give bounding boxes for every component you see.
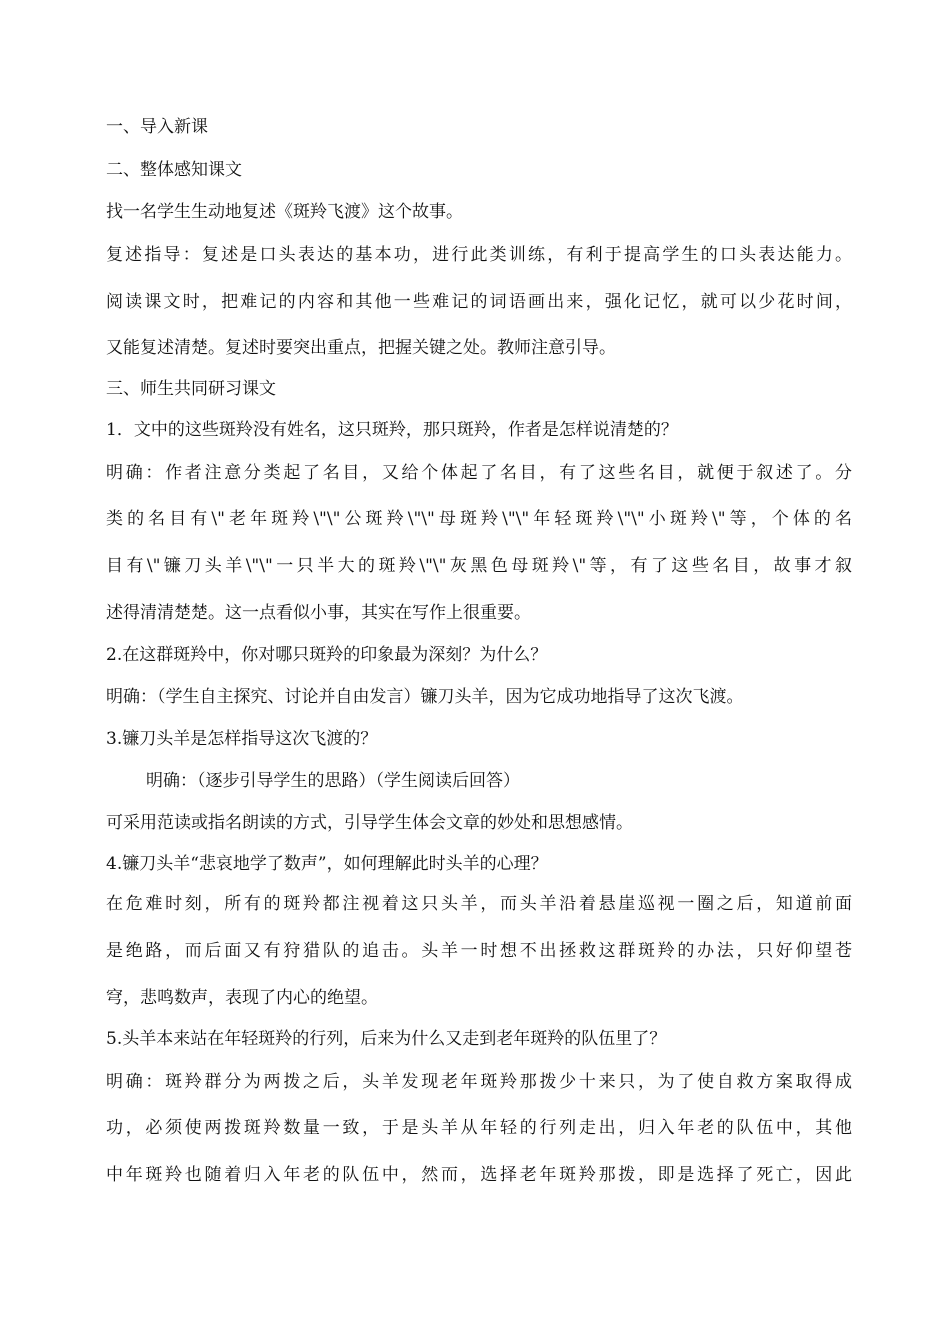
paragraph-line: 在危难时刻，所有的斑羚都注视着这只头羊，而头羊沿着悬崖巡视一圈之后，知道前面 <box>106 894 852 914</box>
paragraph-line: 复述指导：复述是口头表达的基本功，进行此类训练，有利于提高学生的口头表达能力。 <box>106 245 852 265</box>
answer-line: 目有\"镰刀头羊\"\"一只半大的斑羚\"\"灰黑色母斑羚\"等，有了这些名目，故事才叙 <box>106 556 852 576</box>
answer-line: 中年斑羚也随着归入年老的队伍中，然而，选择老年斑羚那拨，即是选择了死亡，因此 <box>106 1165 852 1185</box>
heading-study: 三、师生共同研习课文 <box>106 379 276 399</box>
question-5: 5.头羊本来站在年轻斑羚的行列，后来为什么又走到老年斑羚的队伍里了？ <box>106 1029 667 1049</box>
answer-line: 明确：（学生自主探究、讨论并自由发言）镰刀头羊，因为它成功地指导了这次飞渡。 <box>106 687 744 707</box>
paragraph-line: 找一名学生生动地复述《斑羚飞渡》这个故事。 <box>106 202 463 222</box>
answer-line: 述得清清楚楚。这一点看似小事，其实在写作上很重要。 <box>106 603 531 623</box>
question-1: 1．文中的这些斑羚没有姓名，这只斑羚，那只斑羚，作者是怎样说清楚的？ <box>106 420 678 440</box>
question-3: 3.镰刀头羊是怎样指导这次飞渡的？ <box>106 729 378 749</box>
paragraph-line: 穹，悲鸣数声，表现了内心的绝望。 <box>106 988 378 1008</box>
answer-line: 明确：（逐步引导学生的思路）（学生阅读后回答） <box>146 771 520 791</box>
answer-line: 明确：作者注意分类起了名目，又给个体起了名目，有了这些名目，就便于叙述了。分 <box>106 463 852 483</box>
question-4: 4.镰刀头羊“悲哀地学了数声”，如何理解此时头羊的心理？ <box>106 854 548 874</box>
answer-line: 类的名目有\"老年斑羚\"\"公斑羚\"\"母斑羚\"\"年轻斑羚\"\"小斑羚\"等，个体的名 <box>106 509 852 529</box>
paragraph-line: 阅读课文时，把难记的内容和其他一些难记的词语画出来，强化记忆，就可以少花时间， <box>106 292 852 312</box>
heading-overview: 二、整体感知课文 <box>106 160 242 180</box>
question-2: 2.在这群斑羚中，你对哪只斑羚的印象最为深刻？为什么？ <box>106 645 548 665</box>
paragraph-line: 又能复述清楚。复述时要突出重点，把握关键之处。教师注意引导。 <box>106 338 616 358</box>
answer-line: 功，必须使两拨斑羚数量一致，于是头羊从年轻的行列走出，归入年老的队伍中，其他 <box>106 1118 852 1138</box>
paragraph-line: 可采用范读或指名朗读的方式，引导学生体会文章的妙处和思想感情。 <box>106 813 633 833</box>
answer-line: 明确：斑羚群分为两拨之后，头羊发现老年斑羚那拨少十来只，为了使自救方案取得成 <box>106 1072 852 1092</box>
heading-intro: 一、导入新课 <box>106 117 208 137</box>
paragraph-line: 是绝路，而后面又有狩猎队的追击。头羊一时想不出拯救这群斑羚的办法，只好仰望苍 <box>106 941 852 961</box>
